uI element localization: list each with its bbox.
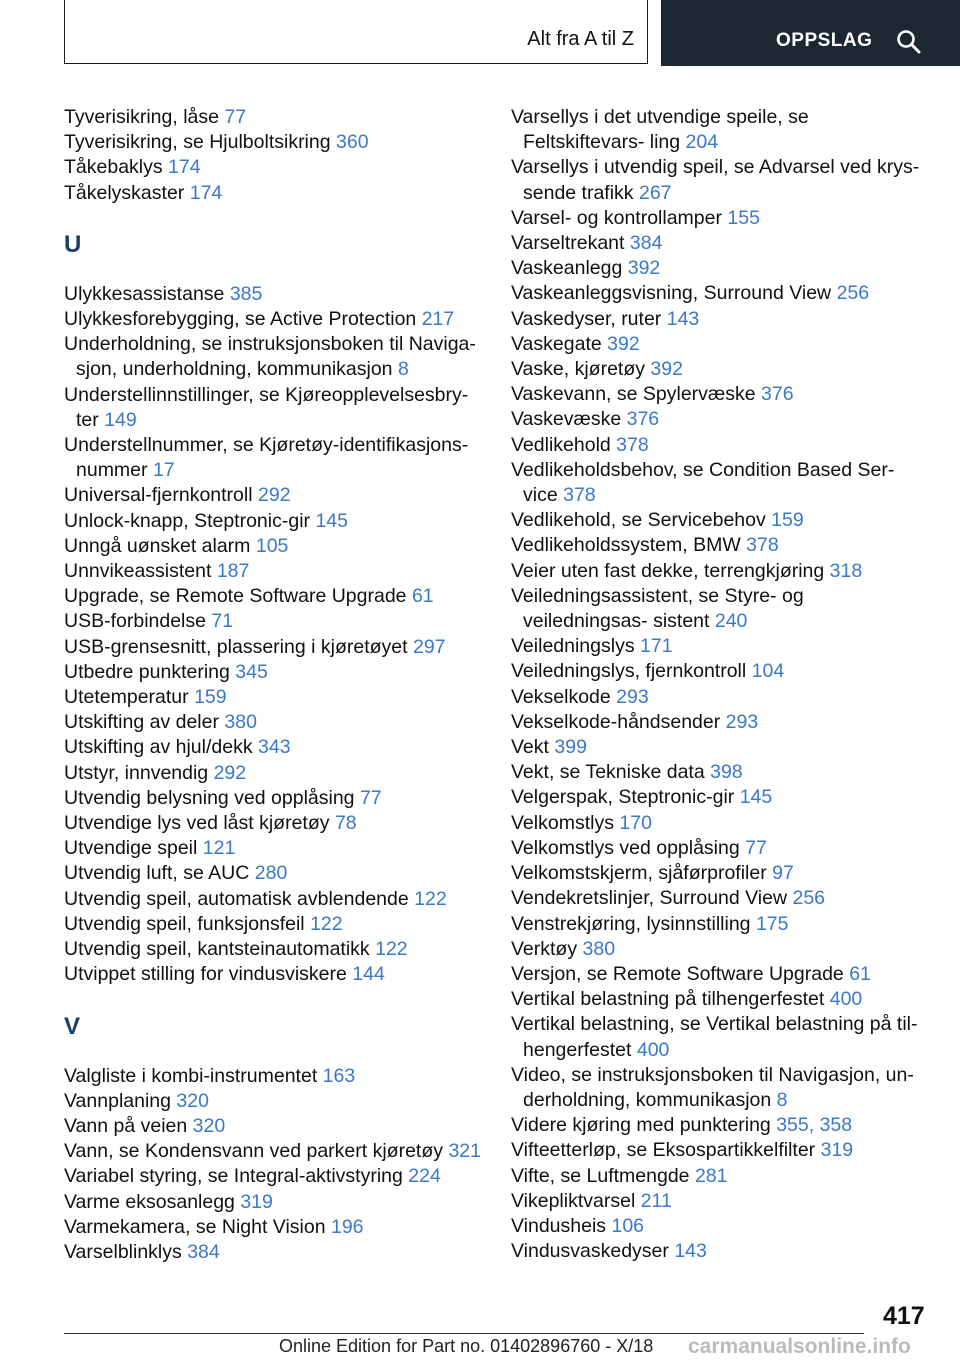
page-link[interactable]: 320 <box>192 1114 226 1137</box>
page-link[interactable]: 292 <box>258 484 291 507</box>
index-entry <box>64 1215 484 1240</box>
page-link[interactable]: 174 <box>189 181 223 204</box>
page-link[interactable]: 61 <box>849 962 871 985</box>
index-entry <box>64 1114 484 1139</box>
index-entry <box>64 887 484 912</box>
index-entry-text: Vaske, kjøretøy <box>511 358 645 381</box>
index-entry-text: Vindusheis <box>511 1214 607 1237</box>
index-entry <box>511 811 931 836</box>
page-link[interactable]: 320 <box>176 1089 209 1112</box>
index-entry-text: Understellnummer, se Kjøretøy-identifikasjons- nummer <box>64 434 469 482</box>
index-entry-text: Vekselkode <box>511 685 611 708</box>
page-link[interactable]: 380 <box>582 937 616 960</box>
index-entry <box>511 1164 931 1189</box>
page-link[interactable]: 174 <box>168 156 201 179</box>
index-entry <box>511 1214 931 1239</box>
index-entry <box>64 937 484 962</box>
page-link[interactable]: 376 <box>626 408 660 431</box>
index-entry-text: Vann på veien <box>64 1114 188 1137</box>
index-entry-text: Velkomstskjerm, sjåførprofiler <box>511 862 767 885</box>
index-entry <box>64 1139 484 1164</box>
watermark: carmanualsonline.info <box>688 1335 911 1358</box>
index-entry-text: Vedlikehold, se Servicebehov <box>511 509 766 532</box>
page-link[interactable]: 143 <box>674 1240 707 1263</box>
page-link[interactable]: 224 <box>408 1165 441 1188</box>
page-link[interactable]: 292 <box>213 761 247 784</box>
index-entry-text: Vannplaning <box>64 1089 171 1112</box>
index-entry <box>511 533 931 558</box>
index-entry <box>511 231 931 256</box>
index-entry <box>511 659 931 684</box>
page-link[interactable]: 392 <box>607 332 640 355</box>
index-entry-text: Tyverisikring, låse <box>64 106 219 128</box>
index-entry <box>64 1164 484 1189</box>
index-entry-text: Ulykkesforebygging, se Active Protection <box>64 308 417 331</box>
page-link[interactable]: 380 <box>224 711 257 734</box>
index-entry-text: Vaskegate <box>511 332 602 355</box>
index-entry-text: Video, se instruksjonsboken til Navigasjon, un- derholdning, kommunikasjon <box>511 1063 914 1111</box>
index-entry-text: Varmekamera, se Night Vision <box>64 1215 326 1238</box>
page-link[interactable]: 293 <box>616 685 649 708</box>
index-entry <box>511 962 931 987</box>
index-entry <box>64 155 484 180</box>
index-entry-text: Verktøy <box>511 937 578 960</box>
page-link[interactable]: 355, 358 <box>776 1114 853 1137</box>
index-entry-text: Tåkebaklys <box>64 156 163 179</box>
index-entry-text: Utvendig speil, automatisk avblendende <box>64 887 409 910</box>
index-entry-text: Velkomstlys ved opplåsing <box>511 836 740 859</box>
index-entry <box>511 155 931 205</box>
page-link[interactable]: 106 <box>611 1214 645 1237</box>
page-link[interactable]: 17 <box>152 459 175 482</box>
page-link[interactable]: 77 <box>359 786 382 809</box>
index-entry <box>511 332 931 357</box>
index-entry-text: Velgerspak, Steptronic-gir <box>511 786 735 809</box>
index-entry <box>64 1190 484 1215</box>
index-entry-text: Utvendig speil, funksjonsfeil <box>64 912 305 935</box>
index-entry-text: Vaskevann, se Spylervæske <box>511 383 756 406</box>
index-entry <box>64 383 484 433</box>
index-entry-text: Valgliste i kombi-instrumentet <box>64 1064 318 1087</box>
index-entry <box>511 256 931 281</box>
index-entry-text: Utvendige lys ved låst kjøretøy <box>64 812 330 835</box>
index-entry-text: Utvendig speil, kantsteinautomatikk <box>64 938 370 961</box>
index-entry-text: Unlock-knapp, Steptronic-gir <box>64 509 311 532</box>
page-link[interactable]: 8 <box>397 358 409 381</box>
index-entry-text: Ulykkesassistanse <box>64 282 225 305</box>
index-entry <box>64 786 484 811</box>
index-entry-text: Veiledningsassistent, se Styre- og veiledningsas- sistent <box>511 584 804 633</box>
index-entry <box>64 811 484 836</box>
index-entry <box>64 1089 484 1114</box>
page-link[interactable]: 384 <box>187 1240 220 1263</box>
index-entry-text: Varseltrekant <box>511 232 625 255</box>
page-number: 417 <box>883 1302 925 1330</box>
page-link[interactable]: 318 <box>829 559 863 582</box>
index-entry-text: Universal-fjernkontroll <box>64 484 253 507</box>
index-entry <box>64 509 484 534</box>
page-link[interactable]: 281 <box>694 1164 728 1187</box>
page-link[interactable]: 159 <box>194 686 227 709</box>
page-link[interactable]: 122 <box>310 912 343 935</box>
index-entry <box>64 282 484 307</box>
index-entry-text: Utetemperatur <box>64 686 189 709</box>
index-entry-text: Vendekretslinjer, Surround View <box>511 887 788 910</box>
index-entry-text: Vekselkode-håndsender <box>511 710 721 733</box>
index-entry <box>511 735 931 760</box>
page-link[interactable]: 175 <box>755 912 789 935</box>
page-link[interactable]: 71 <box>211 610 234 633</box>
page-link[interactable]: 187 <box>216 560 250 583</box>
page-link[interactable]: 196 <box>330 1215 364 1238</box>
index-column-right <box>511 105 931 1264</box>
page-link[interactable]: 321 <box>448 1140 481 1163</box>
index-entry <box>511 710 931 735</box>
index-entry-text: Vekt, se Tekniske data <box>511 761 705 784</box>
index-entry-text: Utvippet stilling for vindusviskere <box>64 963 347 986</box>
page-link[interactable]: 171 <box>640 635 673 658</box>
index-entry-text: Versjon, se Remote Software Upgrade <box>511 962 844 985</box>
index-entry-text: Understellinnstillinger, se Kjøreopplevelsesbry- ter <box>64 383 469 431</box>
index-entry-text: Vedlikeholdssystem, BMW <box>511 534 741 557</box>
index-entry-text: Tåkelyskaster <box>64 181 185 204</box>
page-link[interactable]: 399 <box>554 736 587 759</box>
page-link[interactable]: 77 <box>224 106 247 128</box>
index-entry-text: Vaskeanleggsvisning, Surround View <box>511 282 832 305</box>
page-link[interactable]: 122 <box>414 887 447 910</box>
index-entry <box>64 635 484 660</box>
index-entry-text: Underholdning, se instruksjonsboken til Naviga- sjon, underholdning, kommunikasjon <box>64 333 476 381</box>
index-entry <box>511 760 931 785</box>
search-icon[interactable] <box>896 29 922 55</box>
index-entry-text: Utvendige speil <box>64 837 198 860</box>
index-entry <box>64 962 484 987</box>
index-entry-text: Venstrekjøring, lysinnstilling <box>511 912 751 935</box>
edition-text: Online Edition for Part no. 01402896760 - X/18 <box>279 1336 654 1356</box>
index-entry <box>511 357 931 382</box>
page-link[interactable]: 105 <box>255 534 289 557</box>
index-entry <box>64 534 484 559</box>
index-entry <box>64 609 484 634</box>
index-entry-text: Utskifting av deler <box>64 711 219 734</box>
page-link[interactable]: 345 <box>235 660 268 683</box>
index-entry <box>511 836 931 861</box>
index-entry <box>64 483 484 508</box>
index-entry-text: USB-grensesnitt, plassering i kjøretøyet <box>64 635 408 658</box>
page-link[interactable]: 280 <box>254 862 288 885</box>
page-link[interactable]: 211 <box>640 1189 672 1212</box>
index-entry-text: Upgrade, se Remote Software Upgrade <box>64 585 407 608</box>
index-entry <box>511 937 931 962</box>
index-entry-text: Vindusvaskedyser <box>511 1240 669 1263</box>
index-letter-heading: V <box>64 1012 81 1040</box>
index-entry-text: Utskifting av hjul/dekk <box>64 736 253 759</box>
page-link[interactable]: 378 <box>563 484 596 507</box>
index-entry-text: Utbedre punktering <box>64 660 230 683</box>
index-entry <box>511 105 931 155</box>
index-entry-text: Vikepliktvarsel <box>511 1189 636 1212</box>
index-entry <box>64 130 484 155</box>
index-entry-text: Varsel- og kontrollamper <box>511 206 722 229</box>
index-entry <box>511 584 931 634</box>
page-link[interactable]: 145 <box>739 786 773 809</box>
index-entry <box>511 458 931 508</box>
page-link[interactable]: 385 <box>229 282 263 305</box>
page-link[interactable]: 384 <box>629 232 663 255</box>
page-link[interactable]: 392 <box>650 358 683 381</box>
section-title: Alt fra A til Z <box>527 28 634 50</box>
page-link[interactable]: 121 <box>202 837 236 860</box>
index-entry <box>511 281 931 306</box>
index-entry-text: USB-forbindelse <box>64 610 206 633</box>
index-entry <box>64 1064 484 1089</box>
page-link[interactable]: 256 <box>836 282 870 305</box>
index-entry <box>511 1113 931 1138</box>
page-link[interactable]: 378 <box>746 534 779 557</box>
index-entry <box>511 206 931 231</box>
page-link[interactable]: 256 <box>792 887 826 910</box>
index-entry <box>64 332 484 382</box>
index-entry-text: Vedlikeholdsbehov, se Condition Based Ser- vice <box>511 458 895 507</box>
index-entry <box>64 105 484 130</box>
page-link[interactable]: 267 <box>638 181 672 204</box>
index-entry-text: Vifteetterløp, se Eksospartikkelfilter <box>511 1139 816 1162</box>
page-link[interactable]: 170 <box>619 811 652 834</box>
index-entry-text: Utvendig luft, se AUC <box>64 862 250 885</box>
header-title[interactable]: OPPSLAG <box>776 30 873 51</box>
page-link[interactable]: 240 <box>714 610 748 633</box>
page-link[interactable]: 155 <box>727 206 760 229</box>
index-entry <box>511 785 931 810</box>
page-link[interactable]: 145 <box>315 509 348 532</box>
index-entry <box>64 861 484 886</box>
index-entry-text: Utvendig belysning ved opplåsing <box>64 786 355 809</box>
index-entry <box>511 307 931 332</box>
page-link[interactable]: 378 <box>616 433 649 456</box>
page-link[interactable]: 144 <box>352 963 385 986</box>
page-link[interactable]: 360 <box>336 131 369 154</box>
index-entry-text: Vaskedyser, ruter <box>511 307 662 330</box>
index-entry <box>511 987 931 1012</box>
page-link[interactable]: 319 <box>820 1139 854 1162</box>
index-entry-text: Varme eksosanlegg <box>64 1190 235 1213</box>
index-entry <box>511 634 931 659</box>
index-entry <box>511 685 931 710</box>
page-link[interactable]: 398 <box>710 761 743 784</box>
page-link[interactable]: 8 <box>776 1088 788 1111</box>
index-entry-text: Varsellys i utvendig speil, se Advarsel ved krys- sende trafikk <box>511 156 920 204</box>
index-column-left <box>64 105 484 1265</box>
index-entry <box>64 1240 484 1265</box>
page-link[interactable]: 97 <box>772 862 794 885</box>
index-entry <box>511 1189 931 1214</box>
index-entry <box>64 710 484 735</box>
index-entry-text: Tyverisikring, se Hjulboltsikring <box>64 131 331 154</box>
index-entry <box>511 1012 931 1062</box>
index-entry <box>64 761 484 786</box>
page-link[interactable]: 77 <box>745 836 767 859</box>
index-entry-text: Varsellys i det utvendige speile, se Feltskiftevars- ling <box>511 106 809 154</box>
index-entry-text: Vertikal belastning på tilhengerfestet <box>511 988 825 1011</box>
index-entry-text: Vifte, se Luftmengde <box>511 1164 690 1187</box>
index-entry-text: Varselblinklys <box>64 1240 182 1263</box>
index-entry <box>64 181 484 206</box>
footer-divider <box>64 1333 864 1334</box>
index-entry <box>64 433 484 483</box>
index-entry-text: Vekt <box>511 736 549 759</box>
index-entry <box>511 559 931 584</box>
index-entry <box>64 559 484 584</box>
index-entry <box>511 886 931 911</box>
index-entry-text: Unngå uønsket alarm <box>64 534 251 557</box>
index-entry-text: Vaskeanlegg <box>511 257 623 280</box>
index-entry-text: Veier uten fast dekke, terrengkjøring <box>511 559 825 582</box>
page-link[interactable]: 217 <box>421 308 455 331</box>
index-entry <box>64 685 484 710</box>
page-link[interactable]: 343 <box>258 736 291 759</box>
index-entry-text: Vedlikehold <box>511 433 611 456</box>
index-entry <box>64 836 484 861</box>
index-entry <box>511 407 931 432</box>
page-link[interactable]: 104 <box>751 660 785 683</box>
index-entry-text: Veiledningslys <box>511 635 635 658</box>
index-entry <box>64 660 484 685</box>
index-entry <box>511 861 931 886</box>
index-entry-text: Velkomstlys <box>511 811 614 834</box>
page-link[interactable]: 392 <box>627 257 661 280</box>
index-entry <box>64 307 484 332</box>
page-link[interactable]: 163 <box>322 1064 356 1087</box>
index-letter-heading: U <box>64 230 82 258</box>
page-link[interactable]: 293 <box>725 710 759 733</box>
page-link[interactable]: 78 <box>334 812 357 835</box>
index-entry-text: Unnvikeassistent <box>64 560 212 583</box>
index-entry <box>511 433 931 458</box>
page-link[interactable]: 61 <box>411 585 434 608</box>
page-link[interactable]: 297 <box>412 635 446 658</box>
index-entry-text: Variabel styring, se Integral-aktivstyring <box>64 1165 403 1188</box>
index-entry <box>511 508 931 533</box>
page-link[interactable]: 204 <box>685 131 719 154</box>
page-link[interactable]: 122 <box>375 938 408 961</box>
index-entry-text: Videre kjøring med punktering <box>511 1114 771 1137</box>
page-link[interactable]: 400 <box>829 988 863 1011</box>
index-entry-text: Vann, se Kondensvann ved parkert kjøretøy <box>64 1140 444 1163</box>
index-entry <box>511 1138 931 1163</box>
index-entry-text: Veiledningslys, fjernkontroll <box>511 660 747 683</box>
index-entry <box>64 735 484 760</box>
page-link[interactable]: 400 <box>636 1038 670 1061</box>
index-entry-text: Vertikal belastning, se Vertikal belastning på til- hengerfestet <box>511 1013 918 1061</box>
page-link[interactable]: 319 <box>240 1190 273 1213</box>
index-entry-text: Vaskevæske <box>511 408 622 431</box>
index-entry <box>511 382 931 407</box>
index-entry <box>64 912 484 937</box>
page-link[interactable]: 143 <box>666 307 700 330</box>
page-link[interactable]: 149 <box>104 408 137 431</box>
page-link[interactable]: 159 <box>771 509 804 532</box>
index-entry <box>511 1239 931 1264</box>
index-entry-text: Utstyr, innvendig <box>64 761 209 784</box>
page-link[interactable]: 376 <box>761 383 794 406</box>
index-entry <box>511 912 931 937</box>
index-entry <box>511 1063 931 1113</box>
index-entry <box>64 584 484 609</box>
